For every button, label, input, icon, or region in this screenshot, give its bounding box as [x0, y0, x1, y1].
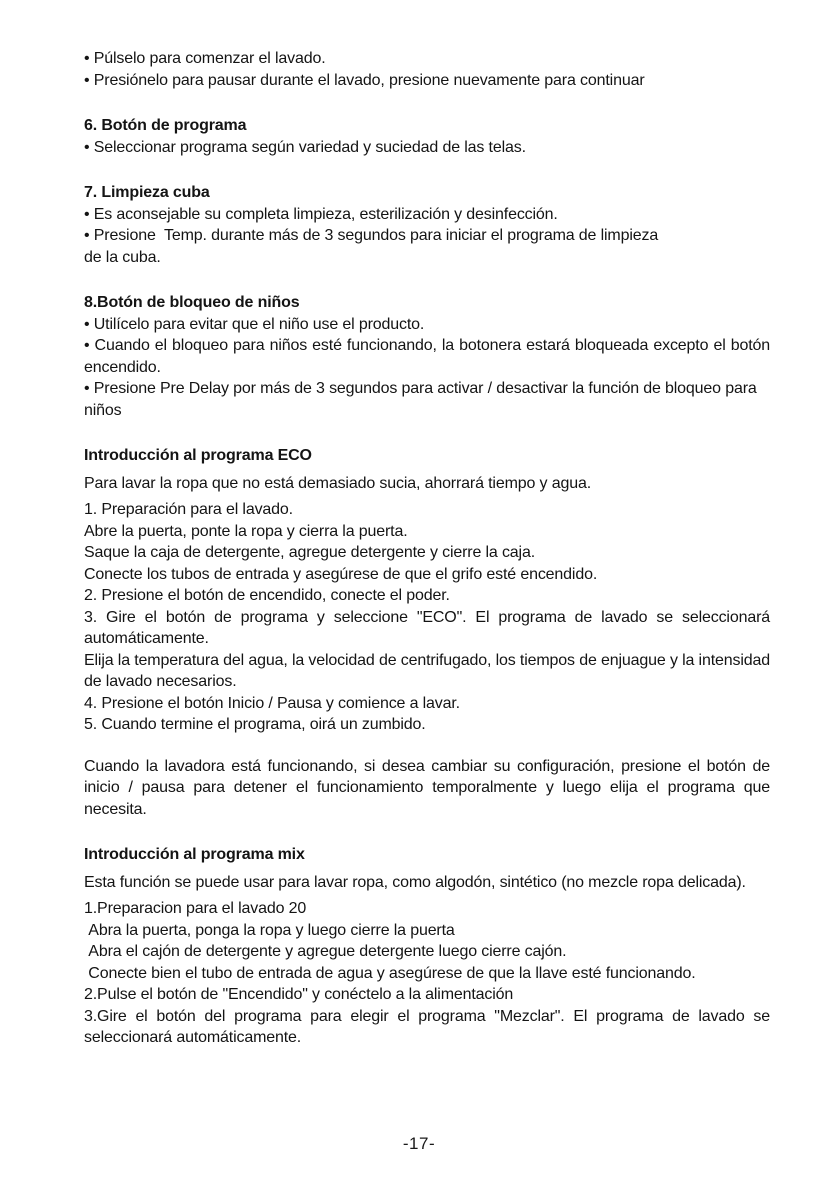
- bullet-start-wash: • Púlselo para comenzar el lavado.: [84, 50, 326, 67]
- eco-heading: Introducción al programa ECO: [84, 447, 312, 464]
- mix-step-3: 3.Gire el botón del programa para elegir el programa "Mezclar". El programa de lavado se seleccionará automáticamente.: [84, 1007, 770, 1046]
- section6-bullet: • Seleccionar programa según variedad y suciedad de las telas.: [84, 138, 526, 156]
- mix-step-1b: Abra el cajón de detergente y agregue detergente luego cierre cajón.: [84, 943, 567, 960]
- eco-step-3a: Elija la temperatura del agua, la velocidad de centrifugado, los tiempos de enjuague y la intensidad de lavado necesarios.: [84, 651, 770, 690]
- eco-step-4: 4. Presione el botón Inicio / Pausa y comience a lavar.: [84, 694, 460, 712]
- section6-heading: 6. Botón de programa: [84, 117, 247, 134]
- eco-step-2: 2. Presione el botón de encendido, conecte el poder.: [84, 587, 450, 604]
- mix-step-2: 2.Pulse el botón de "Encendido" y conéctelo a la alimentación: [84, 986, 514, 1003]
- mix-step-1: 1.Preparacion para el lavado 20: [84, 900, 307, 917]
- section8-heading: 8.Botón de bloqueo de niños: [84, 294, 300, 311]
- section8-bullet-3: • Presione Pre Delay por más de 3 segundos para activar / desactivar la función de bloqueo para niños: [84, 380, 757, 419]
- section8-bullet-1: • Utilícelo para evitar que el niño use el producto.: [84, 315, 425, 333]
- eco-step-3: 3. Gire el botón de programa y seleccione "ECO". El programa de lavado se seleccionará automáticamente.: [84, 608, 770, 647]
- bullet-pause-wash: • Presiónelo para pausar durante el lavado, presione nuevamente para continuar: [84, 71, 645, 89]
- eco-step-1c: Conecte los tubos de entrada y asegúrese de que el grifo esté encendido.: [84, 565, 598, 583]
- eco-intro: Para lavar la ropa que no está demasiado sucia, ahorrará tiempo y agua.: [84, 474, 591, 492]
- mix-heading: Introducción al programa mix: [84, 846, 305, 863]
- section8-bullet-2: • Cuando el bloqueo para niños esté funcionando, la botonera estará bloqueada excepto el botón encendido.: [84, 337, 770, 376]
- page-content: [84, 48, 770, 1049]
- eco-step-1: 1. Preparación para el lavado.: [84, 501, 293, 518]
- eco-step-1b: Saque la caja de detergente, agregue detergente y cierre la caja.: [84, 544, 536, 561]
- eco-step-5: 5. Cuando termine el programa, oirá un zumbido.: [84, 716, 426, 733]
- eco-step-1a: Abre la puerta, ponte la ropa y cierra la puerta.: [84, 522, 408, 540]
- mix-step-1c: Conecte bien el tubo de entrada de agua y asegúrese de que la llave esté funcionando.: [84, 964, 696, 982]
- eco-note-paragraph: Cuando la lavadora está funcionando, si desea cambiar su configuración, presione el botón de inicio / pausa para detener el funcionamiento temporalmente y luego elija el programa que necesita.: [84, 757, 770, 818]
- section7-bullet-2: • Presione Temp. durante más de 3 segundos para iniciar el programa de limpieza: [84, 227, 659, 244]
- mix-step-1a: Abra la puerta, ponga la ropa y luego cierre la puerta: [84, 921, 455, 939]
- section7-bullet-2-continuation: de la cuba.: [84, 248, 161, 266]
- page-number: -17-: [402, 1134, 436, 1153]
- section7-heading: 7. Limpieza cuba: [84, 184, 210, 201]
- section7-bullet-1: • Es aconsejable su completa limpieza, esterilización y desinfección.: [84, 205, 558, 223]
- mix-intro: Esta función se puede usar para lavar ropa, como algodón, sintético (no mezcle ropa delicada).: [84, 873, 746, 891]
